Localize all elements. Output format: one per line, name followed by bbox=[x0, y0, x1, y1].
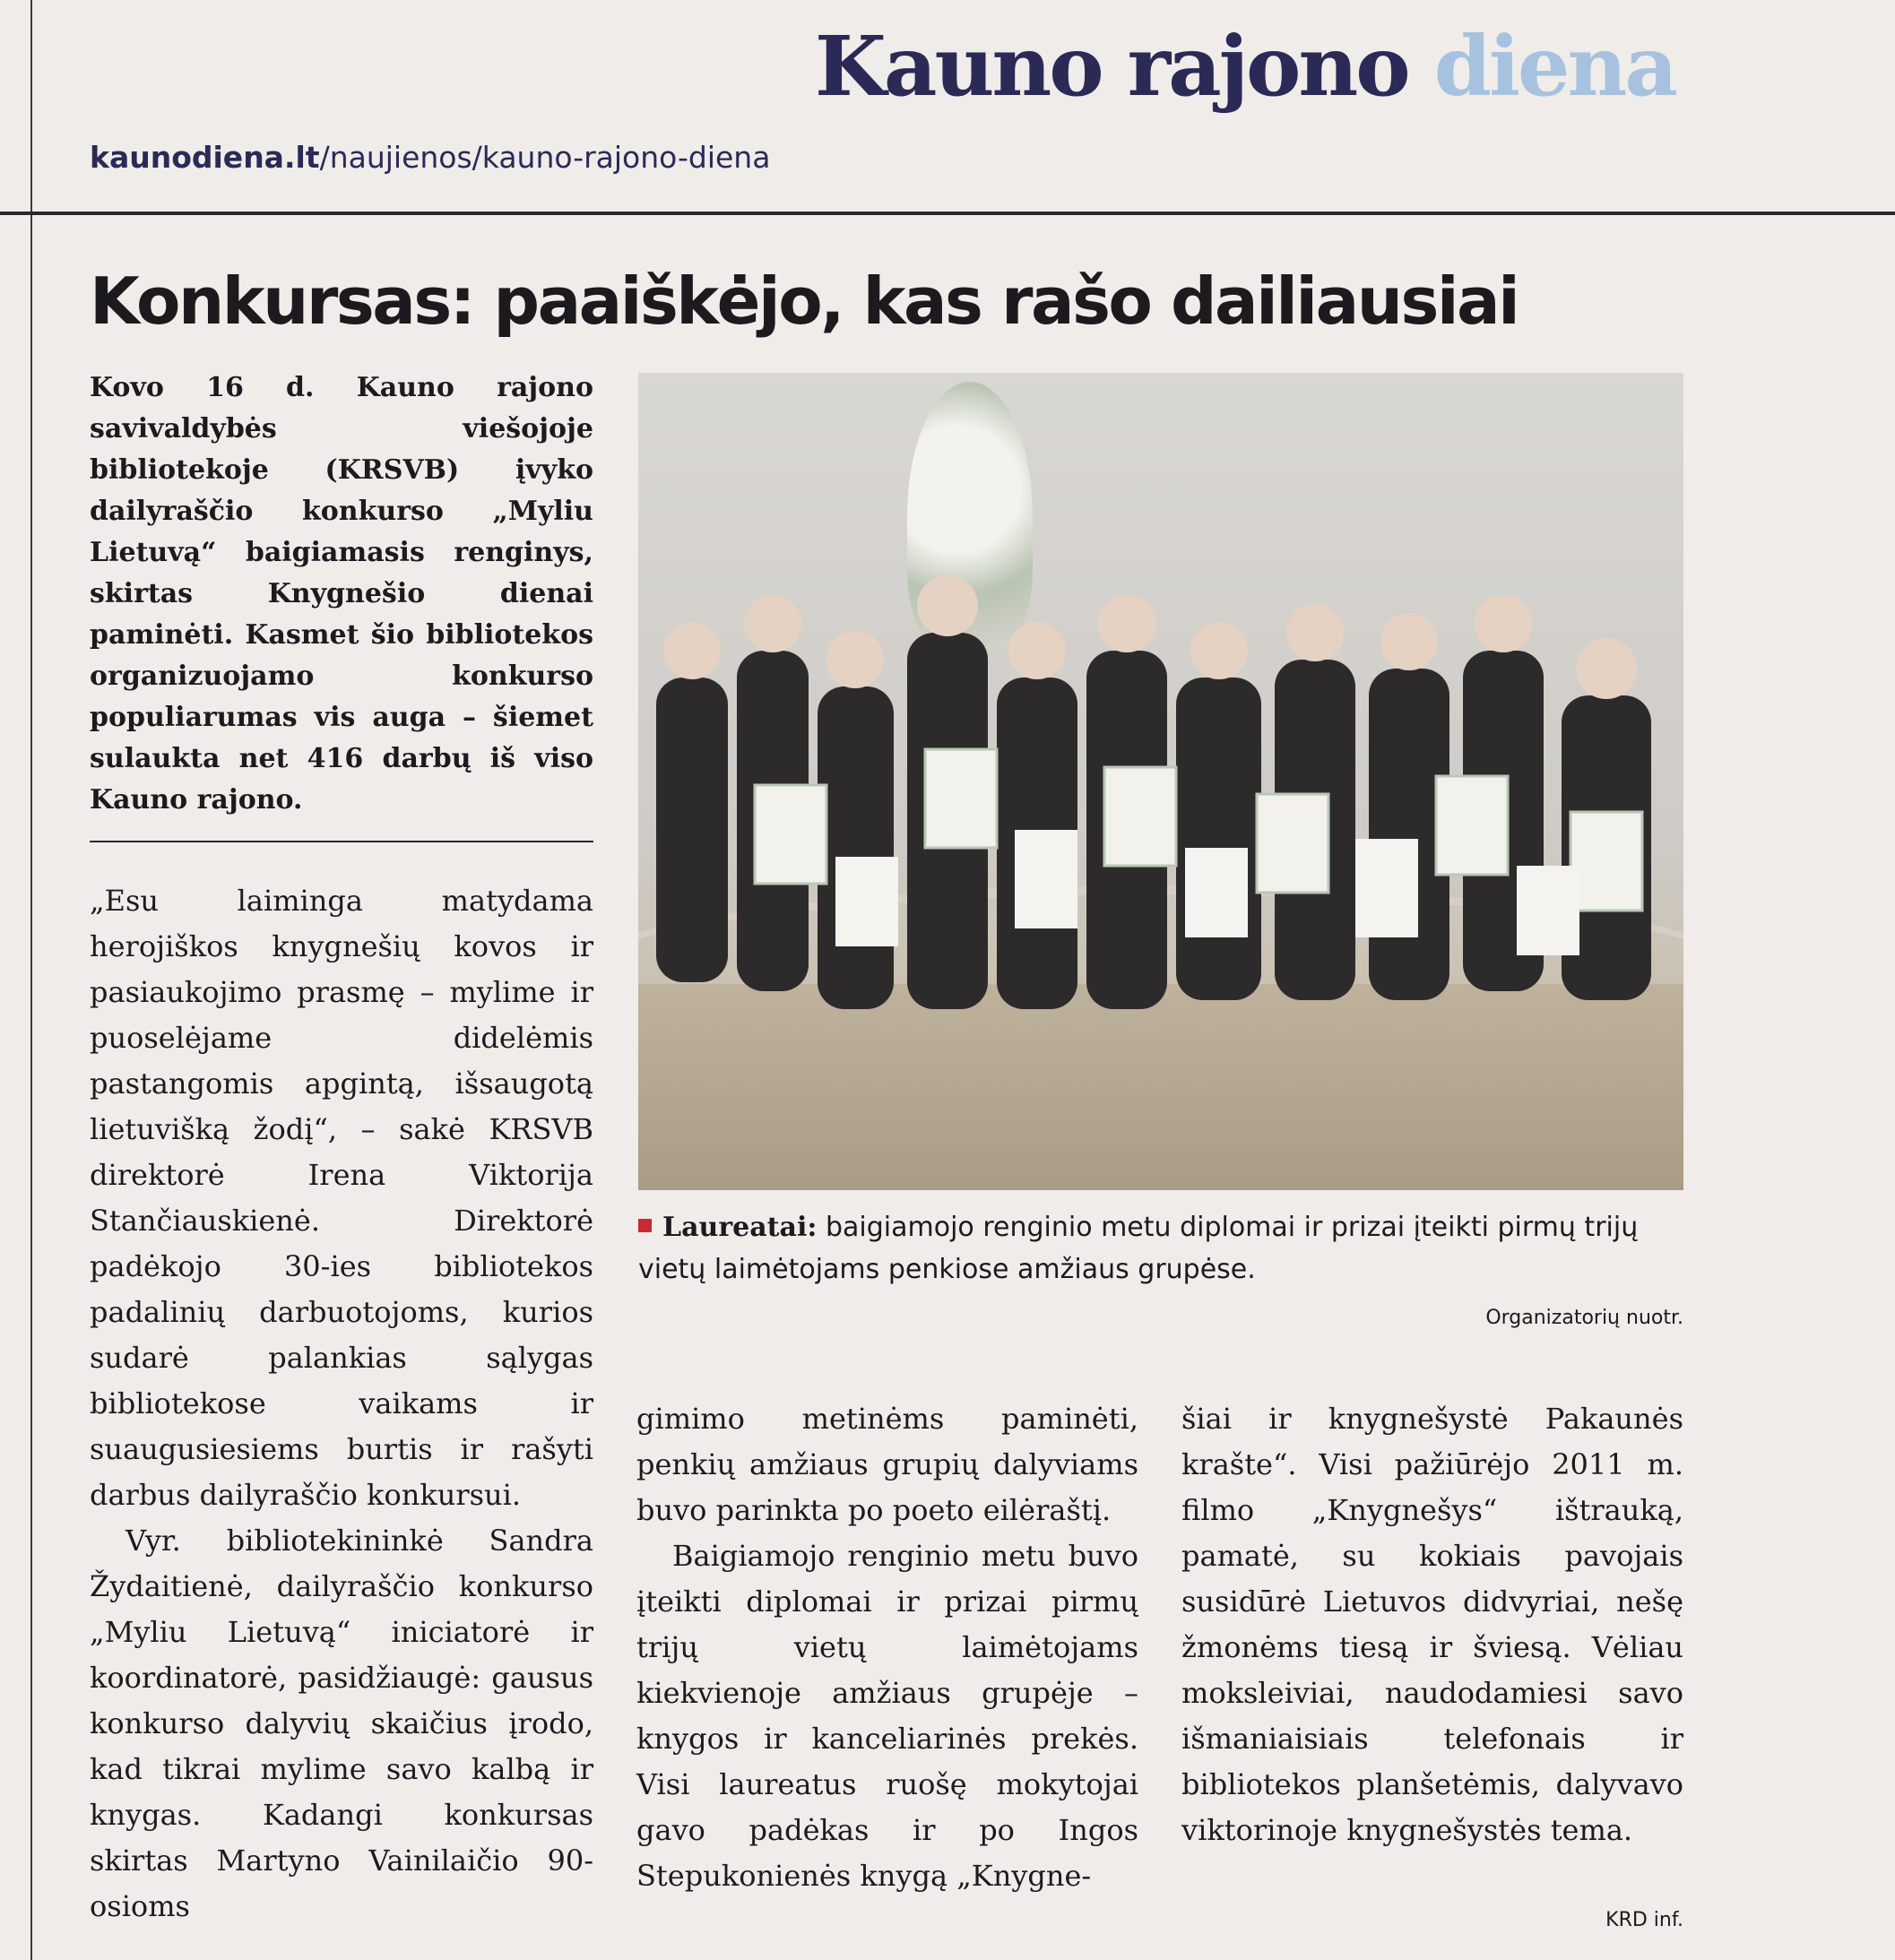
paragraph: gimimo metinėms paminėti, penkių amžiaus grupių dalyviams buvo parinkta po poeto eilėraštį. bbox=[636, 1402, 1138, 1527]
url-domain: kaunodiena.lt bbox=[90, 140, 320, 175]
article-lead: Kovo 16 d. Kauno rajono savivaldybės viešojoje bibliotekoje (KRSVB) įvyko dailyraščio konkurso „Myliu Lietuvą“ baigiamasis renginys, skirtas Knygnešio dienai paminėti. Kasmet šio bibliotekos organizuojamo konkurso populiarumas vis auga – šiemet sulaukta net 416 darbų iš viso Kauno rajono. bbox=[90, 372, 593, 816]
article-headline: Konkursas: paaiškėjo, kas rašo dailiausiai bbox=[90, 263, 1519, 339]
photo-credit: Organizatorių nuotr. bbox=[1485, 1307, 1683, 1329]
body-column-1 bbox=[90, 878, 593, 1930]
article-photo bbox=[638, 373, 1683, 1190]
url-path: /naujienos/kauno-rajono-diena bbox=[319, 140, 771, 175]
caption-marker bbox=[638, 1219, 652, 1232]
page-edge-rule bbox=[30, 0, 32, 1960]
article-signature: KRD inf. bbox=[1605, 1909, 1683, 1931]
section-url[interactable] bbox=[90, 140, 770, 175]
body-column-3 bbox=[1181, 1396, 1683, 1853]
caption-text: baigiamojo renginio metu diplomai ir prizai įteikti pirmų trijų vietų laimėtojams penkiose amžiaus grupėse. bbox=[638, 1212, 1639, 1285]
masthead-part1: Kauno rajono bbox=[814, 18, 1408, 115]
header-divider bbox=[0, 212, 1895, 215]
masthead bbox=[814, 18, 1675, 115]
body-column-2 bbox=[636, 1396, 1138, 1899]
lead-divider bbox=[90, 841, 593, 842]
paragraph: Vyr. bibliotekininkė Sandra Žydaitienė, dailyraščio konkurso „Myliu Lietuvą“ iniciatorė ir koordinatorė, pasidžiaugė: gausus konkurso dalyvių skaičius įrodo, kad tikrai mylime savo kalbą ir knygas. Kadangi konkursas skirtas Martyno Vainilaičio 90-osioms bbox=[90, 1524, 593, 1923]
masthead-part2: diena bbox=[1433, 18, 1675, 115]
group-of-laureates bbox=[638, 543, 1683, 1045]
paragraph: Baigiamojo renginio metu buvo įteikti diplomai ir prizai pirmų trijų vietų laimėtojams kiekvienoje amžiaus grupėje – knygos ir kanceliarinės prekės. Visi laureatus ruošę mokytojai gavo padėkas ir po Ingos Stepukonienės knygą „Knygne- bbox=[636, 1539, 1138, 1893]
photo-caption bbox=[638, 1206, 1683, 1291]
paragraph: „Esu laiminga matydama herojiškos knygnešių kovos ir pasiaukojimo prasmę – mylime ir puoselėjame didelėmis pastangomis apgintą, išsaugotą lietuvišką žodį“, – sakė KRSVB direktorė Irena Viktorija Stančiauskienė. Direktorė padėkojo 30-ies bibliotekos padalinių darbuotojoms, kurios sudarė palankias sąlygas bibliotekose vaikams ir suaugusiesiems burtis ir rašyti darbus dailyraščio konkursui. bbox=[90, 884, 593, 1512]
paragraph: šiai ir knygnešystė Pakaunės krašte“. Visi pažiūrėjo 2011 m. filmo „Knygnešys“ ištrauką, pamatė, su kokiais pavojais susidūrė Lietuvos didvyriai, nešę žmonėms tiesą ir šviesą. Vėliau moksleiviai, naudodamiesi savo išmaniaisiais telefonais ir bibliotekos planšetėmis, dalyvavo viktorinoje knygnešystės tema. bbox=[1181, 1402, 1683, 1847]
caption-label: Laureatai: bbox=[662, 1212, 818, 1243]
